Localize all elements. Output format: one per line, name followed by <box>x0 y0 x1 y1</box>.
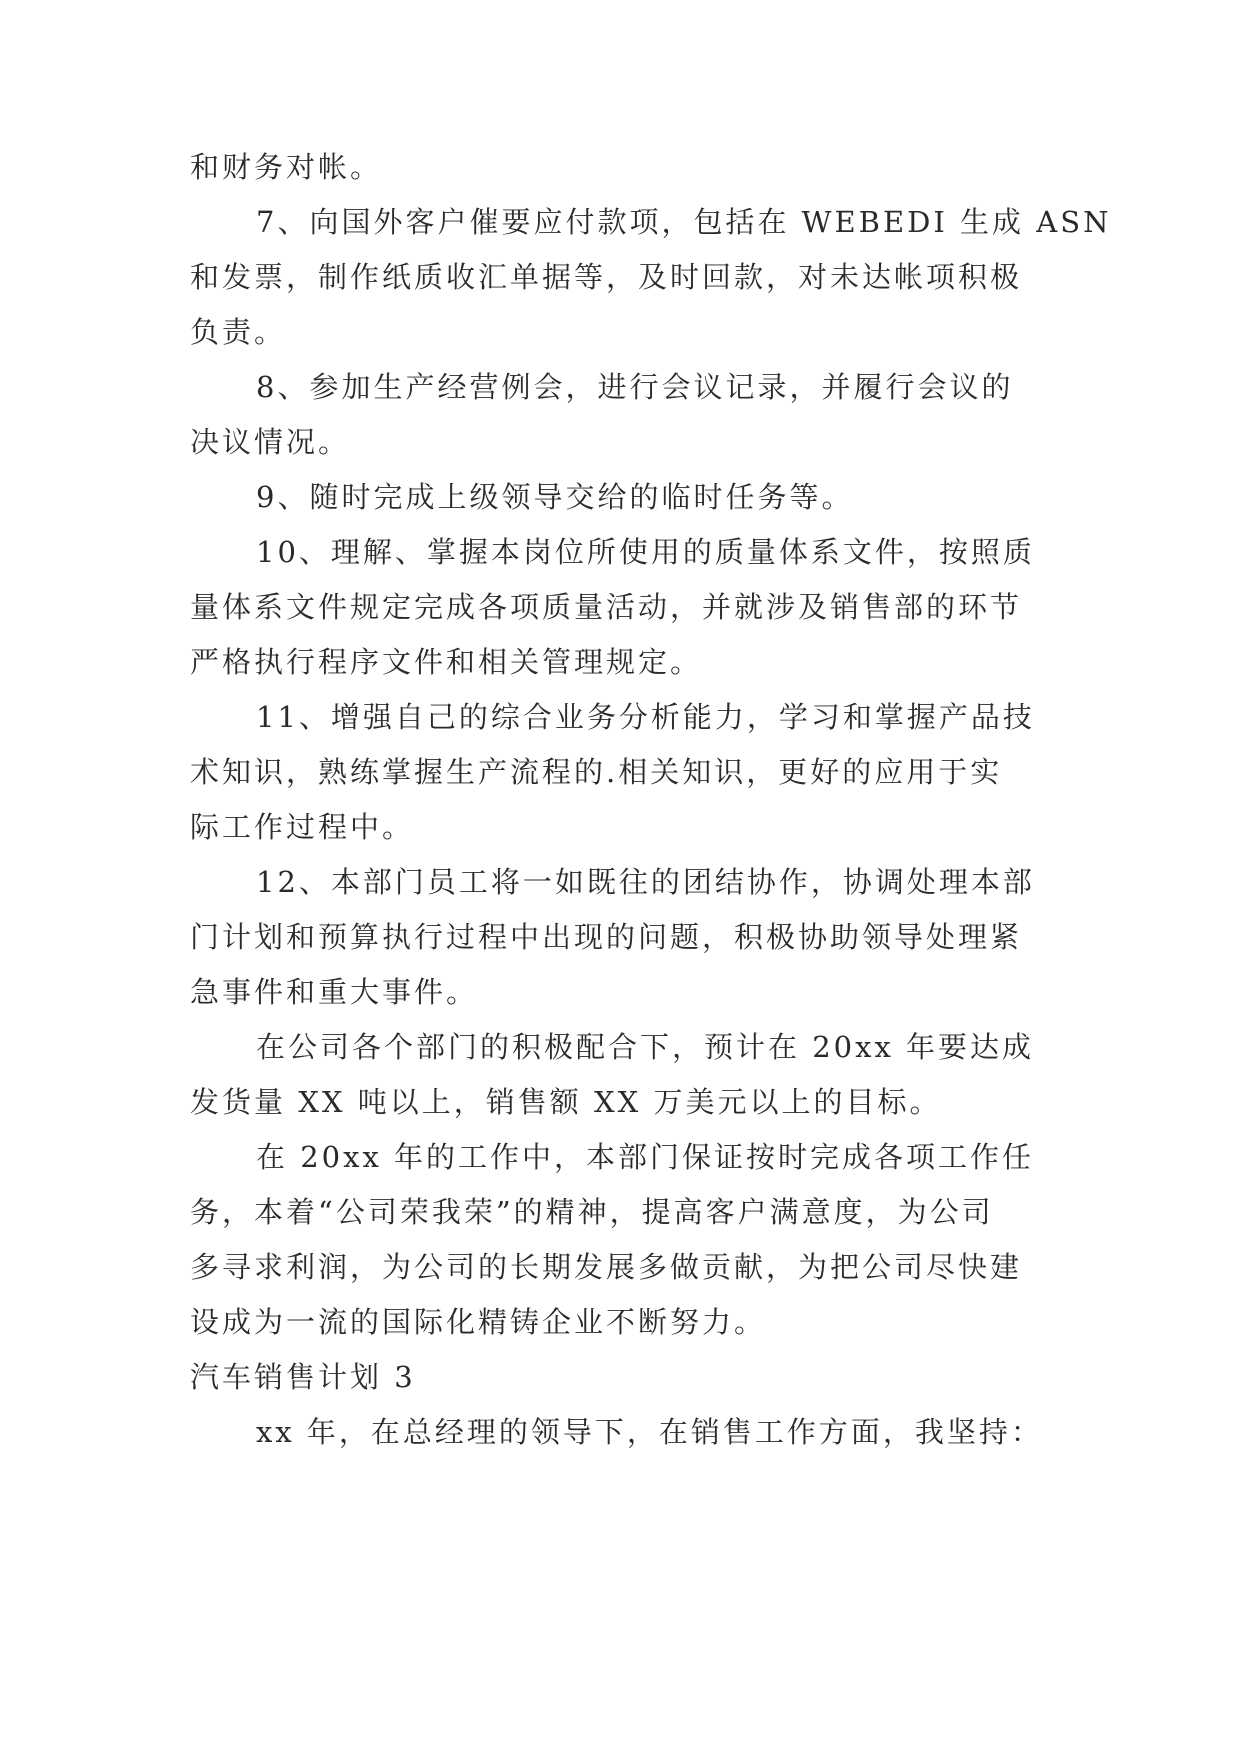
text-line: 际工作过程中。 <box>190 810 415 844</box>
text-line: 急事件和重大事件。 <box>190 975 479 1009</box>
text-line: 多寻求利润，为公司的长期发展多做贡献，为把公司尽快建 <box>190 1250 1023 1284</box>
text-line: 量体系文件规定完成各项质量活动，并就涉及销售部的环节 <box>190 590 1023 624</box>
text-line: 严格执行程序文件和相关管理规定。 <box>190 645 703 679</box>
text-line: 在公司各个部门的积极配合下，预计在 20xx 年要达成 <box>256 1030 1035 1064</box>
text-line: 11、增强自己的综合业务分析能力，学习和掌握产品技 <box>256 700 1035 734</box>
text-line: 和发票，制作纸质收汇单据等，及时回款，对未达帐项积极 <box>190 260 1023 294</box>
text-line: 9、随时完成上级领导交给的临时任务等。 <box>256 480 854 514</box>
text-line: 发货量 XX 吨以上，销售额 XX 万美元以上的目标。 <box>190 1085 942 1119</box>
text-line: 设成为一流的国际化精铸企业不断努力。 <box>190 1305 767 1339</box>
text-line: 决议情况。 <box>190 425 351 459</box>
text-line: 在 20xx 年的工作中，本部门保证按时完成各项工作任 <box>256 1140 1035 1174</box>
text-line: 术知识，熟练掌握生产流程的.相关知识，更好的应用于实 <box>190 755 1003 789</box>
text-line: 7、向国外客户催要应付款项，包括在 WEBEDI 生成 ASN <box>256 205 1112 239</box>
text-line: 12、本部门员工将一如既往的团结协作，协调处理本部 <box>256 865 1035 899</box>
section-heading: 汽车销售计划 3 <box>190 1360 416 1394</box>
text-line: 10、理解、掌握本岗位所使用的质量体系文件，按照质 <box>256 535 1035 569</box>
text-line: 8、参加生产经营例会，进行会议记录，并履行会议的 <box>256 370 1014 404</box>
text-line: 负责。 <box>190 315 287 349</box>
text-line: 和财务对帐。 <box>190 150 383 184</box>
text-line: xx 年，在总经理的领导下，在销售工作方面，我坚持： <box>256 1415 1043 1449</box>
text-line: 务，本着“公司荣我荣”的精神，提高客户满意度，为公司 <box>190 1195 994 1229</box>
text-line: 门计划和预算执行过程中出现的问题，积极协助领导处理紧 <box>190 920 1023 954</box>
